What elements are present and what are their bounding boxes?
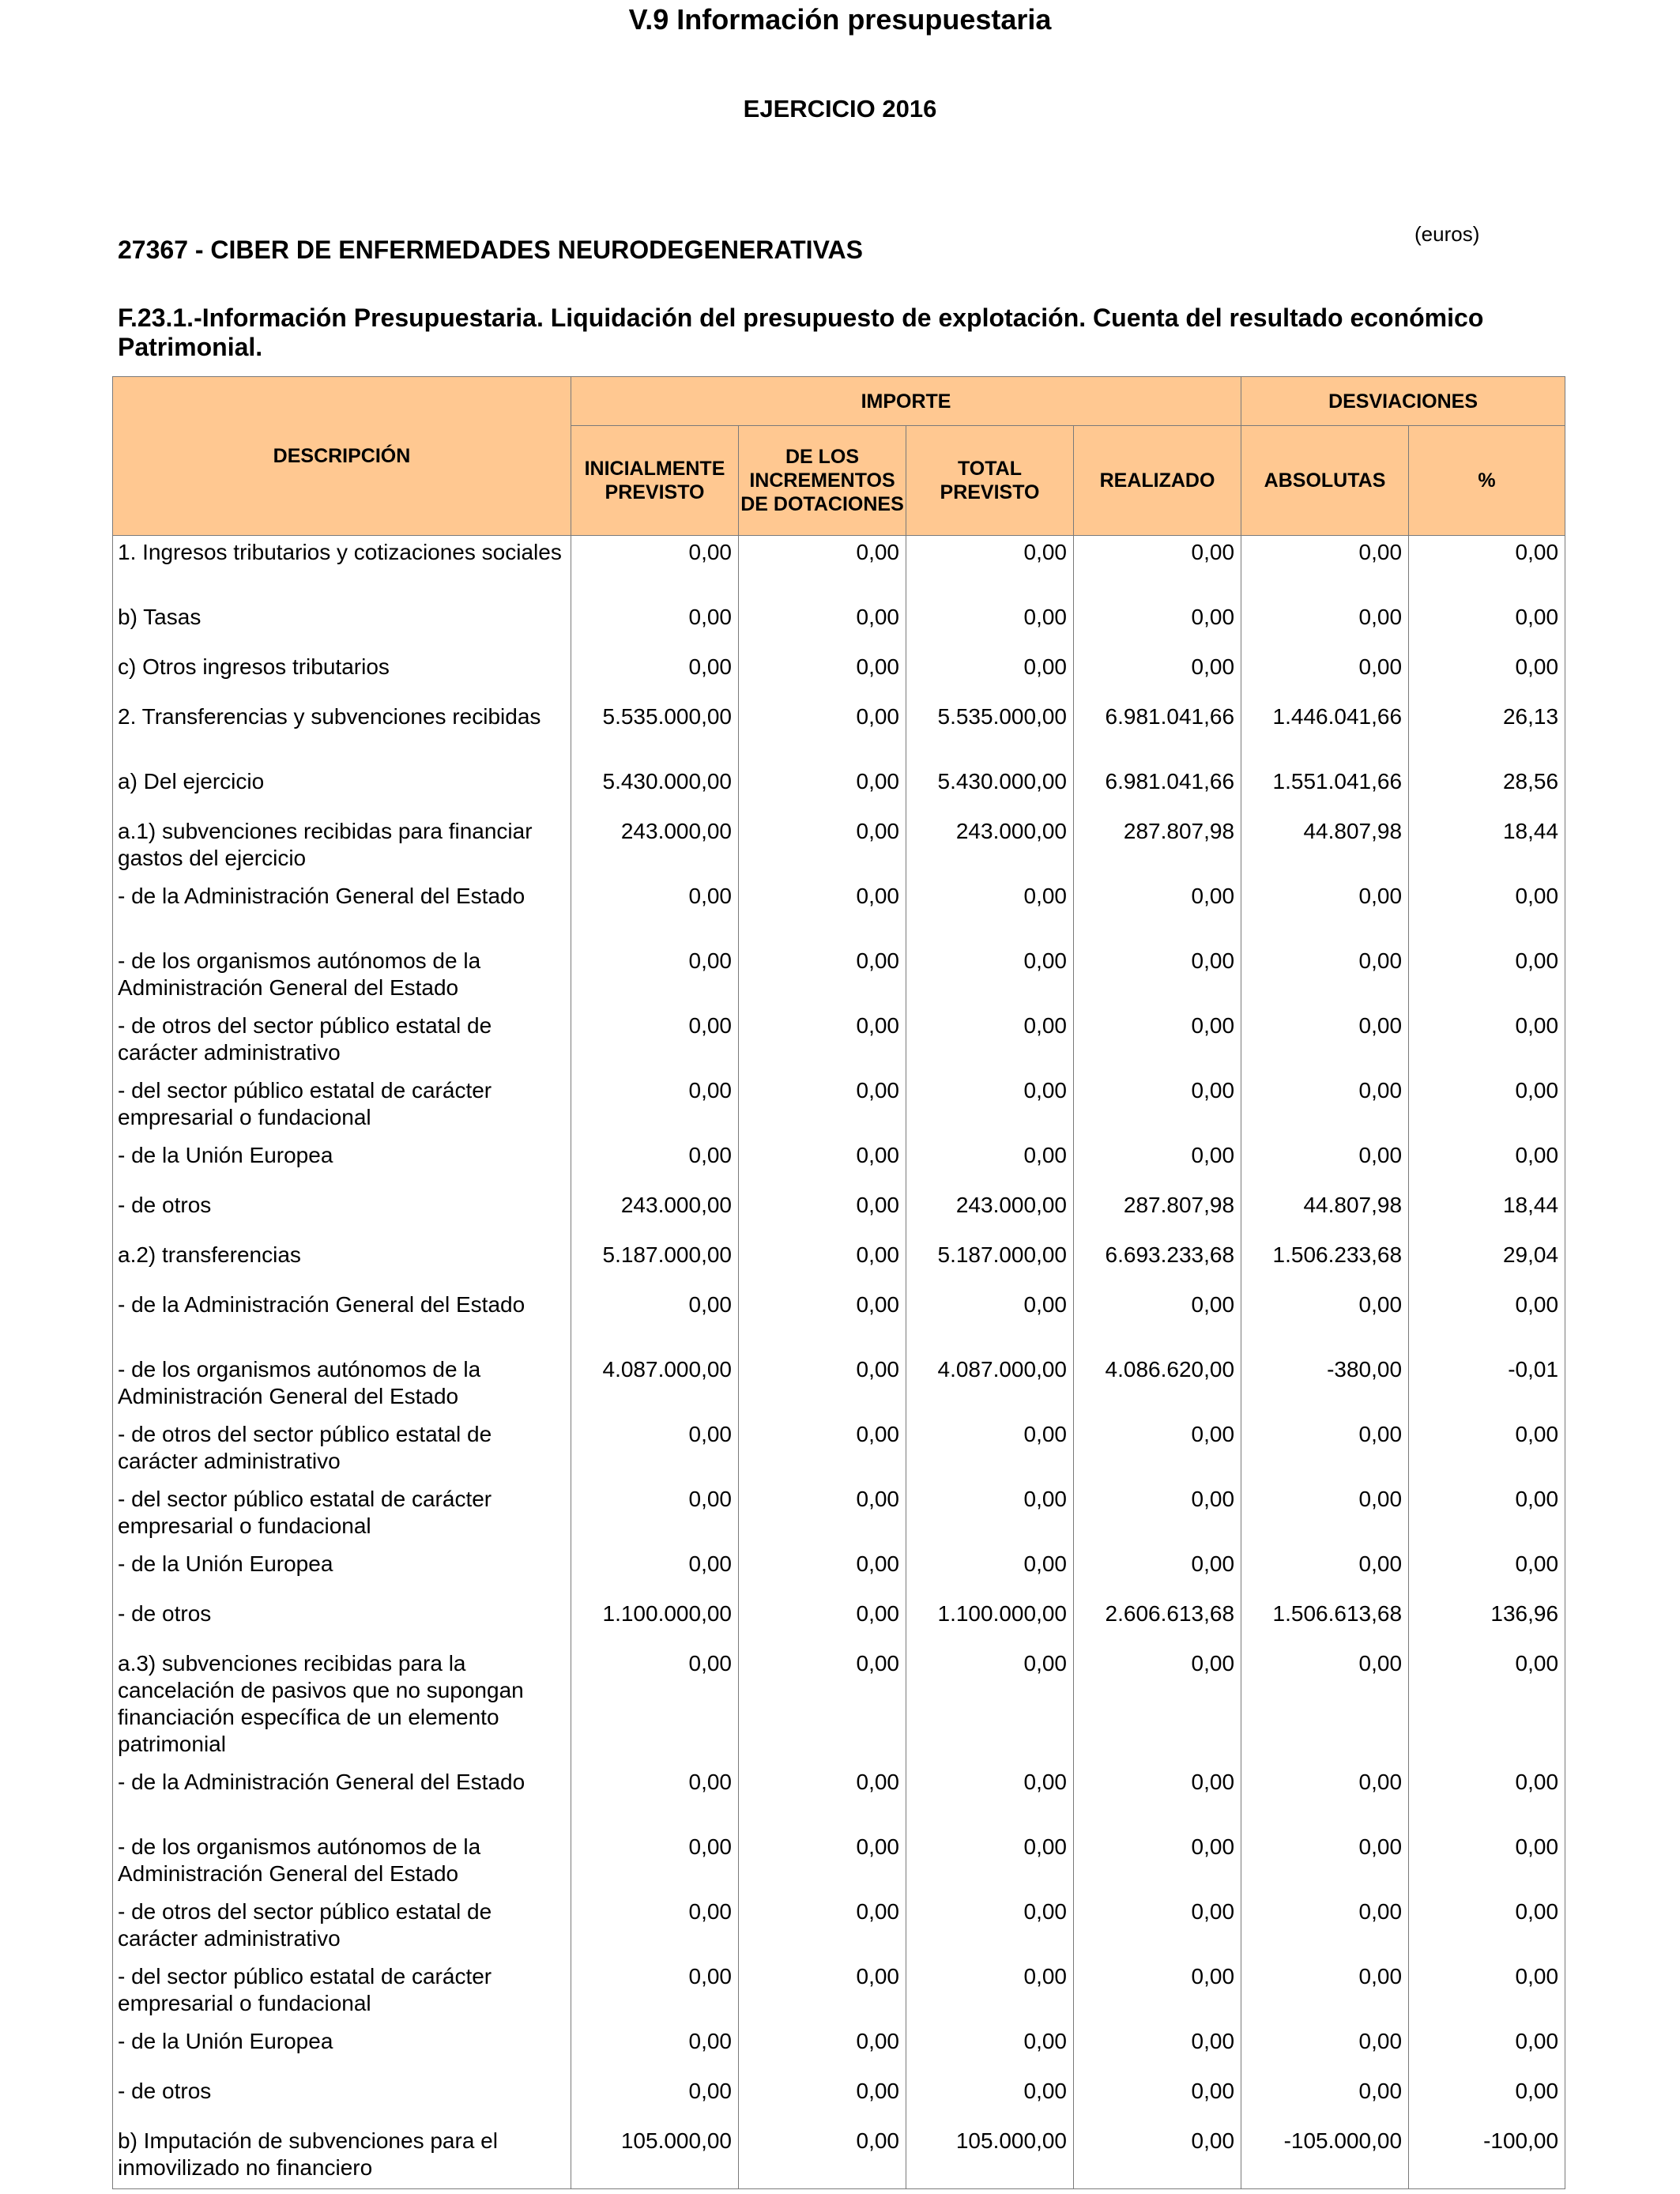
table-row bbox=[113, 2124, 1565, 2189]
table-row bbox=[113, 1895, 1565, 1960]
cell-desviacion-porcentaje: 0,00 bbox=[1409, 601, 1565, 650]
row-description: - de otros bbox=[113, 2075, 571, 2124]
cell-inicialmente-previsto: 0,00 bbox=[571, 1647, 739, 1766]
cell-incrementos-dotaciones: 0,00 bbox=[739, 1074, 906, 1139]
cell-incrementos-dotaciones: 0,00 bbox=[739, 1766, 906, 1830]
row-description: a.3) subvenciones recibidas para la cancelación de pasivos que no supongan financiación específica de un elemento patrimonial bbox=[113, 1647, 571, 1766]
table-row bbox=[113, 650, 1565, 700]
cell-inicialmente-previsto: 243.000,00 bbox=[571, 1189, 739, 1238]
header-total-previsto: TOTAL PREVISTO bbox=[906, 426, 1074, 536]
cell-inicialmente-previsto: 0,00 bbox=[571, 650, 739, 700]
cell-desviacion-absoluta: -380,00 bbox=[1241, 1353, 1409, 1418]
header-descripcion: DESCRIPCIÓN bbox=[113, 377, 571, 536]
table-row bbox=[113, 1960, 1565, 2025]
cell-inicialmente-previsto: 0,00 bbox=[571, 880, 739, 944]
cell-realizado: 6.693.233,68 bbox=[1074, 1238, 1241, 1288]
cell-desviacion-porcentaje: 26,13 bbox=[1409, 700, 1565, 765]
table-row bbox=[113, 601, 1565, 650]
cell-total-previsto: 0,00 bbox=[906, 1830, 1074, 1895]
cell-incrementos-dotaciones: 0,00 bbox=[739, 880, 906, 944]
row-description: - de los organismos autónomos de la Administración General del Estado bbox=[113, 1353, 571, 1418]
cell-incrementos-dotaciones: 0,00 bbox=[739, 1139, 906, 1189]
cell-incrementos-dotaciones: 0,00 bbox=[739, 536, 906, 601]
row-description: a) Del ejercicio bbox=[113, 765, 571, 815]
cell-desviacion-porcentaje: 0,00 bbox=[1409, 944, 1565, 1009]
cell-desviacion-porcentaje: 0,00 bbox=[1409, 1074, 1565, 1139]
cell-desviacion-absoluta: 0,00 bbox=[1241, 1074, 1409, 1139]
row-description: - de otros del sector público estatal de carácter administrativo bbox=[113, 1009, 571, 1074]
table-row bbox=[113, 1830, 1565, 1895]
cell-inicialmente-previsto: 4.087.000,00 bbox=[571, 1353, 739, 1418]
cell-desviacion-porcentaje: -100,00 bbox=[1409, 2124, 1565, 2189]
cell-total-previsto: 4.087.000,00 bbox=[906, 1353, 1074, 1418]
cell-inicialmente-previsto: 0,00 bbox=[571, 1766, 739, 1830]
row-description: - de la Administración General del Estado bbox=[113, 1766, 571, 1830]
cell-total-previsto: 5.430.000,00 bbox=[906, 765, 1074, 815]
cell-desviacion-porcentaje: 18,44 bbox=[1409, 1189, 1565, 1238]
cell-total-previsto: 0,00 bbox=[906, 650, 1074, 700]
form-title: F.23.1.-Información Presupuestaria. Liquidación del presupuesto de explotación. Cuenta del resultado económico Patrimonial. bbox=[118, 303, 1484, 361]
cell-desviacion-absoluta: 0,00 bbox=[1241, 1288, 1409, 1353]
cell-realizado: 0,00 bbox=[1074, 1895, 1241, 1960]
cell-desviacion-absoluta: 0,00 bbox=[1241, 1960, 1409, 2025]
row-description: a.1) subvenciones recibidas para financiar gastos del ejercicio bbox=[113, 815, 571, 880]
cell-desviacion-porcentaje: -0,01 bbox=[1409, 1353, 1565, 1418]
cell-desviacion-porcentaje: 0,00 bbox=[1409, 536, 1565, 601]
cell-desviacion-absoluta: -105.000,00 bbox=[1241, 2124, 1409, 2189]
cell-inicialmente-previsto: 5.535.000,00 bbox=[571, 700, 739, 765]
cell-inicialmente-previsto: 0,00 bbox=[571, 1483, 739, 1547]
cell-desviacion-absoluta: 1.446.041,66 bbox=[1241, 700, 1409, 765]
cell-desviacion-porcentaje: 0,00 bbox=[1409, 1418, 1565, 1483]
cell-realizado: 0,00 bbox=[1074, 2124, 1241, 2189]
cell-desviacion-absoluta: 0,00 bbox=[1241, 1418, 1409, 1483]
table-row bbox=[113, 1766, 1565, 1830]
header-realizado: REALIZADO bbox=[1074, 426, 1241, 536]
cell-realizado: 0,00 bbox=[1074, 1288, 1241, 1353]
cell-desviacion-porcentaje: 0,00 bbox=[1409, 1830, 1565, 1895]
cell-realizado: 0,00 bbox=[1074, 880, 1241, 944]
cell-inicialmente-previsto: 0,00 bbox=[571, 1830, 739, 1895]
cell-realizado: 0,00 bbox=[1074, 944, 1241, 1009]
section-title: V.9 Información presupuestaria bbox=[628, 3, 1052, 36]
row-description: 2. Transferencias y subvenciones recibidas bbox=[113, 700, 571, 765]
cell-realizado: 287.807,98 bbox=[1074, 815, 1241, 880]
cell-total-previsto: 0,00 bbox=[906, 536, 1074, 601]
cell-desviacion-absoluta: 0,00 bbox=[1241, 1766, 1409, 1830]
cell-incrementos-dotaciones: 0,00 bbox=[739, 1547, 906, 1597]
cell-realizado: 6.981.041,66 bbox=[1074, 700, 1241, 765]
table-row bbox=[113, 1647, 1565, 1766]
table-row bbox=[113, 944, 1565, 1009]
cell-realizado: 0,00 bbox=[1074, 1960, 1241, 2025]
cell-inicialmente-previsto: 5.430.000,00 bbox=[571, 765, 739, 815]
cell-incrementos-dotaciones: 0,00 bbox=[739, 2075, 906, 2124]
cell-total-previsto: 5.187.000,00 bbox=[906, 1238, 1074, 1288]
cell-incrementos-dotaciones: 0,00 bbox=[739, 1353, 906, 1418]
cell-desviacion-absoluta: 0,00 bbox=[1241, 536, 1409, 601]
cell-total-previsto: 0,00 bbox=[906, 1766, 1074, 1830]
cell-incrementos-dotaciones: 0,00 bbox=[739, 1009, 906, 1074]
cell-incrementos-dotaciones: 0,00 bbox=[739, 650, 906, 700]
cell-desviacion-absoluta: 0,00 bbox=[1241, 2075, 1409, 2124]
cell-inicialmente-previsto: 0,00 bbox=[571, 601, 739, 650]
cell-desviacion-absoluta: 1.506.613,68 bbox=[1241, 1597, 1409, 1647]
cell-total-previsto: 0,00 bbox=[906, 1418, 1074, 1483]
cell-inicialmente-previsto: 0,00 bbox=[571, 2075, 739, 2124]
cell-desviacion-absoluta: 0,00 bbox=[1241, 880, 1409, 944]
header-importe: IMPORTE bbox=[571, 377, 1241, 426]
cell-incrementos-dotaciones: 0,00 bbox=[739, 700, 906, 765]
table-row bbox=[113, 815, 1565, 880]
cell-incrementos-dotaciones: 0,00 bbox=[739, 1647, 906, 1766]
cell-inicialmente-previsto: 0,00 bbox=[571, 536, 739, 601]
row-description: - de otros del sector público estatal de carácter administrativo bbox=[113, 1895, 571, 1960]
cell-desviacion-absoluta: 0,00 bbox=[1241, 1830, 1409, 1895]
cell-desviacion-porcentaje: 0,00 bbox=[1409, 2025, 1565, 2075]
table-row bbox=[113, 1009, 1565, 1074]
cell-realizado: 287.807,98 bbox=[1074, 1189, 1241, 1238]
cell-desviacion-porcentaje: 28,56 bbox=[1409, 765, 1565, 815]
row-description: - de otros bbox=[113, 1189, 571, 1238]
cell-inicialmente-previsto: 1.100.000,00 bbox=[571, 1597, 739, 1647]
cell-incrementos-dotaciones: 0,00 bbox=[739, 1483, 906, 1547]
table-row bbox=[113, 880, 1565, 944]
cell-total-previsto: 0,00 bbox=[906, 601, 1074, 650]
row-description: 1. Ingresos tributarios y cotizaciones sociales bbox=[113, 536, 571, 601]
cell-realizado: 0,00 bbox=[1074, 601, 1241, 650]
cell-realizado: 0,00 bbox=[1074, 650, 1241, 700]
cell-desviacion-porcentaje: 0,00 bbox=[1409, 880, 1565, 944]
table-row bbox=[113, 2025, 1565, 2075]
cell-desviacion-absoluta: 0,00 bbox=[1241, 601, 1409, 650]
cell-desviacion-porcentaje: 0,00 bbox=[1409, 1547, 1565, 1597]
cell-incrementos-dotaciones: 0,00 bbox=[739, 1418, 906, 1483]
cell-total-previsto: 5.535.000,00 bbox=[906, 700, 1074, 765]
cell-inicialmente-previsto: 0,00 bbox=[571, 1288, 739, 1353]
cell-total-previsto: 0,00 bbox=[906, 1960, 1074, 2025]
table-row bbox=[113, 1353, 1565, 1418]
cell-incrementos-dotaciones: 0,00 bbox=[739, 2025, 906, 2075]
cell-desviacion-porcentaje: 0,00 bbox=[1409, 1288, 1565, 1353]
cell-inicialmente-previsto: 0,00 bbox=[571, 2025, 739, 2075]
row-description: - del sector público estatal de carácter empresarial o fundacional bbox=[113, 1483, 571, 1547]
cell-desviacion-porcentaje: 0,00 bbox=[1409, 2075, 1565, 2124]
cell-incrementos-dotaciones: 0,00 bbox=[739, 1189, 906, 1238]
cell-desviacion-absoluta: 44.807,98 bbox=[1241, 1189, 1409, 1238]
cell-total-previsto: 0,00 bbox=[906, 1895, 1074, 1960]
header-porcentaje: % bbox=[1409, 426, 1565, 536]
cell-incrementos-dotaciones: 0,00 bbox=[739, 1895, 906, 1960]
table-row bbox=[113, 700, 1565, 765]
cell-desviacion-porcentaje: 0,00 bbox=[1409, 1483, 1565, 1547]
table-row bbox=[113, 2075, 1565, 2124]
row-description: b) Tasas bbox=[113, 601, 571, 650]
row-description: - de la Unión Europea bbox=[113, 2025, 571, 2075]
row-description: - de los organismos autónomos de la Administración General del Estado bbox=[113, 1830, 571, 1895]
cell-desviacion-porcentaje: 0,00 bbox=[1409, 1766, 1565, 1830]
cell-total-previsto: 0,00 bbox=[906, 1139, 1074, 1189]
cell-realizado: 0,00 bbox=[1074, 1139, 1241, 1189]
cell-desviacion-porcentaje: 29,04 bbox=[1409, 1238, 1565, 1288]
cell-total-previsto: 0,00 bbox=[906, 1288, 1074, 1353]
cell-incrementos-dotaciones: 0,00 bbox=[739, 1960, 906, 2025]
cell-inicialmente-previsto: 0,00 bbox=[571, 1139, 739, 1189]
cell-total-previsto: 0,00 bbox=[906, 1547, 1074, 1597]
row-description: - de otros bbox=[113, 1597, 571, 1647]
cell-desviacion-porcentaje: 0,00 bbox=[1409, 1009, 1565, 1074]
table-row bbox=[113, 1483, 1565, 1547]
table-row bbox=[113, 1288, 1565, 1353]
cell-inicialmente-previsto: 0,00 bbox=[571, 1895, 739, 1960]
table-row bbox=[113, 1139, 1565, 1189]
cell-total-previsto: 243.000,00 bbox=[906, 815, 1074, 880]
cell-realizado: 0,00 bbox=[1074, 536, 1241, 601]
table-row bbox=[113, 1418, 1565, 1483]
table-row bbox=[113, 765, 1565, 815]
cell-inicialmente-previsto: 0,00 bbox=[571, 944, 739, 1009]
cell-desviacion-absoluta: 0,00 bbox=[1241, 1139, 1409, 1189]
table-row bbox=[113, 1189, 1565, 1238]
cell-desviacion-absoluta: 0,00 bbox=[1241, 1895, 1409, 1960]
row-description: - del sector público estatal de carácter empresarial o fundacional bbox=[113, 1074, 571, 1139]
cell-inicialmente-previsto: 0,00 bbox=[571, 1418, 739, 1483]
cell-total-previsto: 0,00 bbox=[906, 944, 1074, 1009]
row-description: - de la Unión Europea bbox=[113, 1139, 571, 1189]
cell-desviacion-absoluta: 0,00 bbox=[1241, 1547, 1409, 1597]
cell-realizado: 0,00 bbox=[1074, 2025, 1241, 2075]
table-row bbox=[113, 1074, 1565, 1139]
cell-desviacion-porcentaje: 0,00 bbox=[1409, 1895, 1565, 1960]
cell-incrementos-dotaciones: 0,00 bbox=[739, 601, 906, 650]
cell-realizado: 0,00 bbox=[1074, 1547, 1241, 1597]
cell-inicialmente-previsto: 0,00 bbox=[571, 1009, 739, 1074]
cell-desviacion-absoluta: 1.551.041,66 bbox=[1241, 765, 1409, 815]
cell-realizado: 0,00 bbox=[1074, 1418, 1241, 1483]
row-description: - de los organismos autónomos de la Administración General del Estado bbox=[113, 944, 571, 1009]
cell-desviacion-porcentaje: 0,00 bbox=[1409, 1960, 1565, 2025]
cell-inicialmente-previsto: 0,00 bbox=[571, 1960, 739, 2025]
cell-desviacion-porcentaje: 18,44 bbox=[1409, 815, 1565, 880]
cell-realizado: 0,00 bbox=[1074, 1647, 1241, 1766]
cell-inicialmente-previsto: 0,00 bbox=[571, 1074, 739, 1139]
row-description: - de otros del sector público estatal de carácter administrativo bbox=[113, 1418, 571, 1483]
cell-realizado: 0,00 bbox=[1074, 1009, 1241, 1074]
cell-inicialmente-previsto: 0,00 bbox=[571, 1547, 739, 1597]
row-description: - del sector público estatal de carácter empresarial o fundacional bbox=[113, 1960, 571, 2025]
cell-total-previsto: 0,00 bbox=[906, 1009, 1074, 1074]
row-description: - de la Administración General del Estado bbox=[113, 1288, 571, 1353]
entity-name: 27367 - CIBER DE ENFERMEDADES NEURODEGENERATIVAS bbox=[118, 236, 863, 264]
cell-desviacion-porcentaje: 0,00 bbox=[1409, 1647, 1565, 1766]
cell-inicialmente-previsto: 243.000,00 bbox=[571, 815, 739, 880]
cell-desviacion-absoluta: 44.807,98 bbox=[1241, 815, 1409, 880]
cell-realizado: 0,00 bbox=[1074, 2075, 1241, 2124]
cell-desviacion-absoluta: 0,00 bbox=[1241, 944, 1409, 1009]
cell-realizado: 4.086.620,00 bbox=[1074, 1353, 1241, 1418]
cell-desviacion-absoluta: 0,00 bbox=[1241, 1647, 1409, 1766]
row-description: - de la Administración General del Estado bbox=[113, 880, 571, 944]
cell-total-previsto: 0,00 bbox=[906, 1647, 1074, 1766]
cell-realizado: 0,00 bbox=[1074, 1830, 1241, 1895]
cell-desviacion-porcentaje: 0,00 bbox=[1409, 1139, 1565, 1189]
cell-total-previsto: 0,00 bbox=[906, 2025, 1074, 2075]
cell-incrementos-dotaciones: 0,00 bbox=[739, 1830, 906, 1895]
cell-total-previsto: 0,00 bbox=[906, 1074, 1074, 1139]
table-row bbox=[113, 1547, 1565, 1597]
cell-desviacion-absoluta: 0,00 bbox=[1241, 1483, 1409, 1547]
cell-total-previsto: 243.000,00 bbox=[906, 1189, 1074, 1238]
cell-realizado: 0,00 bbox=[1074, 1766, 1241, 1830]
table-row bbox=[113, 536, 1565, 601]
row-description: a.2) transferencias bbox=[113, 1238, 571, 1288]
cell-inicialmente-previsto: 5.187.000,00 bbox=[571, 1238, 739, 1288]
cell-desviacion-absoluta: 0,00 bbox=[1241, 2025, 1409, 2075]
cell-desviacion-porcentaje: 136,96 bbox=[1409, 1597, 1565, 1647]
cell-total-previsto: 1.100.000,00 bbox=[906, 1597, 1074, 1647]
cell-incrementos-dotaciones: 0,00 bbox=[739, 944, 906, 1009]
header-absolutas: ABSOLUTAS bbox=[1241, 426, 1409, 536]
row-description: - de la Unión Europea bbox=[113, 1547, 571, 1597]
cell-incrementos-dotaciones: 0,00 bbox=[739, 1288, 906, 1353]
header-desviaciones: DESVIACIONES bbox=[1241, 377, 1565, 426]
cell-incrementos-dotaciones: 0,00 bbox=[739, 1238, 906, 1288]
cell-realizado: 6.981.041,66 bbox=[1074, 765, 1241, 815]
table-body bbox=[113, 536, 1565, 2189]
budget-table bbox=[112, 376, 1565, 2189]
cell-desviacion-absoluta: 1.506.233,68 bbox=[1241, 1238, 1409, 1288]
cell-realizado: 2.606.613,68 bbox=[1074, 1597, 1241, 1647]
cell-incrementos-dotaciones: 0,00 bbox=[739, 1597, 906, 1647]
year-title: EJERCICIO 2016 bbox=[743, 95, 937, 123]
header-incrementos-dotaciones: DE LOS INCREMENTOS DE DOTACIONES bbox=[739, 426, 906, 536]
table-row bbox=[113, 1597, 1565, 1647]
cell-desviacion-absoluta: 0,00 bbox=[1241, 1009, 1409, 1074]
header-inicialmente-previsto: INICIALMENTE PREVISTO bbox=[571, 426, 739, 536]
cell-incrementos-dotaciones: 0,00 bbox=[739, 765, 906, 815]
cell-total-previsto: 105.000,00 bbox=[906, 2124, 1074, 2189]
cell-incrementos-dotaciones: 0,00 bbox=[739, 815, 906, 880]
cell-total-previsto: 0,00 bbox=[906, 880, 1074, 944]
units-label: (euros) bbox=[1414, 222, 1480, 246]
row-description: c) Otros ingresos tributarios bbox=[113, 650, 571, 700]
cell-realizado: 0,00 bbox=[1074, 1483, 1241, 1547]
cell-realizado: 0,00 bbox=[1074, 1074, 1241, 1139]
row-description: b) Imputación de subvenciones para el inmovilizado no financiero bbox=[113, 2124, 571, 2189]
cell-incrementos-dotaciones: 0,00 bbox=[739, 2124, 906, 2189]
cell-total-previsto: 0,00 bbox=[906, 1483, 1074, 1547]
cell-inicialmente-previsto: 105.000,00 bbox=[571, 2124, 739, 2189]
cell-desviacion-absoluta: 0,00 bbox=[1241, 650, 1409, 700]
table-row bbox=[113, 1238, 1565, 1288]
cell-total-previsto: 0,00 bbox=[906, 2075, 1074, 2124]
cell-desviacion-porcentaje: 0,00 bbox=[1409, 650, 1565, 700]
